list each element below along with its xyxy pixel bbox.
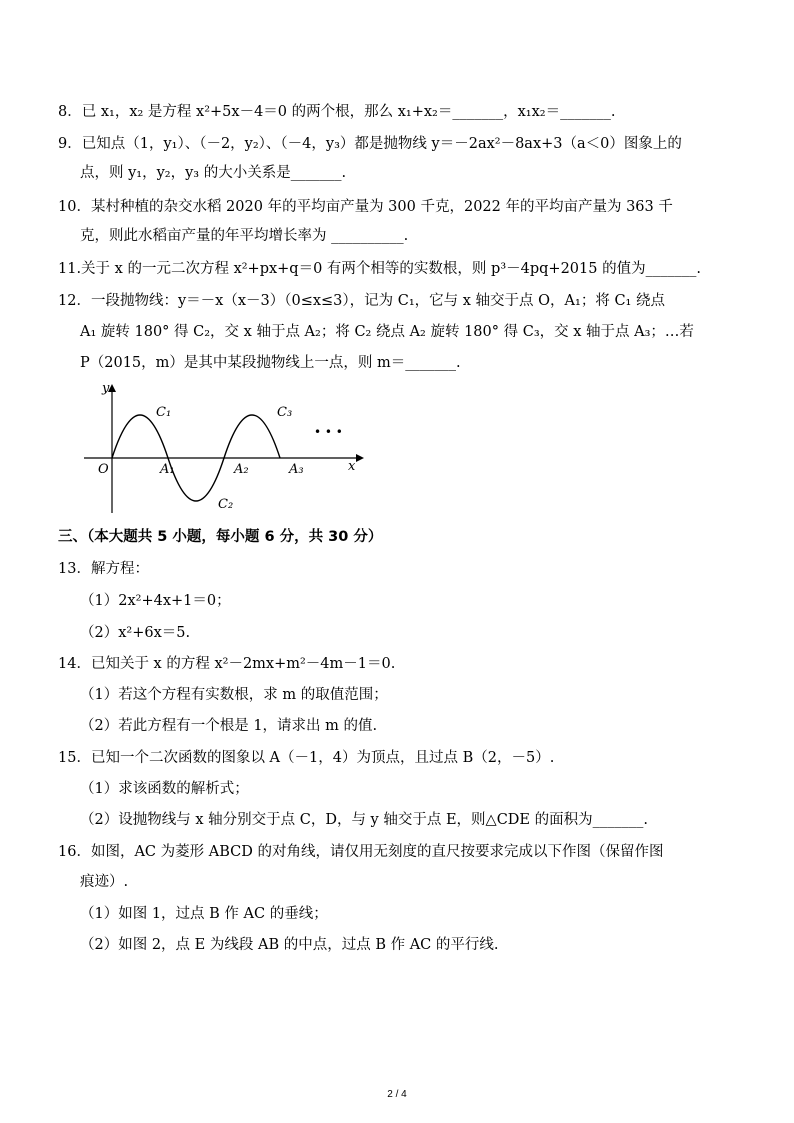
question-14-part1: （1）若这个方程有实数根，求 m 的取值范围； <box>80 687 388 703</box>
question-16-line1: 16．如图，AC 为菱形 ABCD 的对角线，请仅用无刻度的直尺按要求完成以下作图（保留作图 <box>58 844 664 860</box>
question-10-line1: 10．某村种植的杂交水稻 2020 年的平均亩产量为 300 千克，2022 年的平均亩产量为 363 千 <box>58 199 673 215</box>
parabola-figure <box>84 378 374 513</box>
question-16-part2: （2）如图 2，点 E 为线段 AB 的中点，过点 B 作 AC 的平行线. <box>80 937 499 953</box>
question-15: 15．已知一个二次函数的图象以 A（－1，4）为顶点，且过点 B（2，－5）. <box>58 750 555 766</box>
question-13-part1: （1）2x²+4x+1＝0； <box>80 593 231 609</box>
page-number: 2 / 4 <box>387 1089 407 1100</box>
label-a1: A₁ <box>160 462 175 477</box>
label-c2: C₂ <box>218 497 234 512</box>
question-8: 8．已 x₁，x₂ 是方程 x²+5x－4＝0 的两个根，那么 x₁+x₂＝_______，x₁x₂＝_______. <box>58 104 616 120</box>
question-12-line1: 12．一段抛物线：y＝－x（x－3）（0≤x≤3），记为 C₁，它与 x 轴交于点 O，A₁；将 C₁ 绕点 <box>58 293 665 309</box>
question-14-part2: （2）若此方程有一个根是 1，请求出 m 的值. <box>80 718 378 734</box>
question-9-line2: 点，则 y₁，y₂，y₃ 的大小关系是_______. <box>80 165 347 181</box>
y-label: y <box>102 381 110 396</box>
label-a2: A₂ <box>234 462 249 477</box>
x-axis-arrow <box>356 454 364 462</box>
question-13-part2: （2）x²+6x＝5. <box>80 625 191 641</box>
x-label: x <box>348 459 356 474</box>
curve-c1 <box>112 415 168 458</box>
question-12-line2: A₁ 旋转 180° 得 C₂，交 x 轴于点 A₂；将 C₂ 绕点 A₂ 旋转 180° 得 C₃，交 x 轴于点 A₃；…若 <box>80 324 694 340</box>
curve-c2 <box>168 458 224 501</box>
question-10-line2: 克，则此水稻亩产量的年平均增长率为 __________. <box>80 228 409 244</box>
question-12-line3: P（2015，m）是其中某段抛物线上一点，则 m＝_______. <box>80 355 461 371</box>
question-15-part1: （1）求该函数的解析式； <box>80 781 249 797</box>
label-c3: C₃ <box>277 405 293 420</box>
section-3-heading: 三、（本大题共 5 小题，每小题 6 分，共 30 分） <box>58 529 383 545</box>
question-15-part2: （2）设抛物线与 x 轴分别交于点 C，D，与 y 轴交于点 E，则△CDE 的面积为_______. <box>80 812 648 828</box>
question-9-line1: 9．已知点（1，y₁）、（－2，y₂）、（－4，y₃）都是抛物线 y＝－2ax²－8ax+3（a＜0）图象上的 <box>58 136 682 152</box>
curve-c3 <box>224 415 280 458</box>
label-a3: A₃ <box>289 462 304 477</box>
question-16-part1: （1）如图 1，过点 B 作 AC 的垂线； <box>80 906 328 922</box>
continuation-dots: • • • <box>314 425 343 439</box>
question-13: 13．解方程： <box>58 561 149 577</box>
origin-label: O <box>98 462 109 477</box>
question-11: 11.关于 x 的一元二次方程 x²+px+q＝0 有两个相等的实数根，则 p³－4pq+2015 的值为_______. <box>58 261 701 277</box>
question-14: 14．已知关于 x 的方程 x²－2mx+m²－4m－1＝0. <box>58 656 396 672</box>
label-c1: C₁ <box>156 405 172 420</box>
question-16-line2: 痕迹）. <box>80 874 129 890</box>
